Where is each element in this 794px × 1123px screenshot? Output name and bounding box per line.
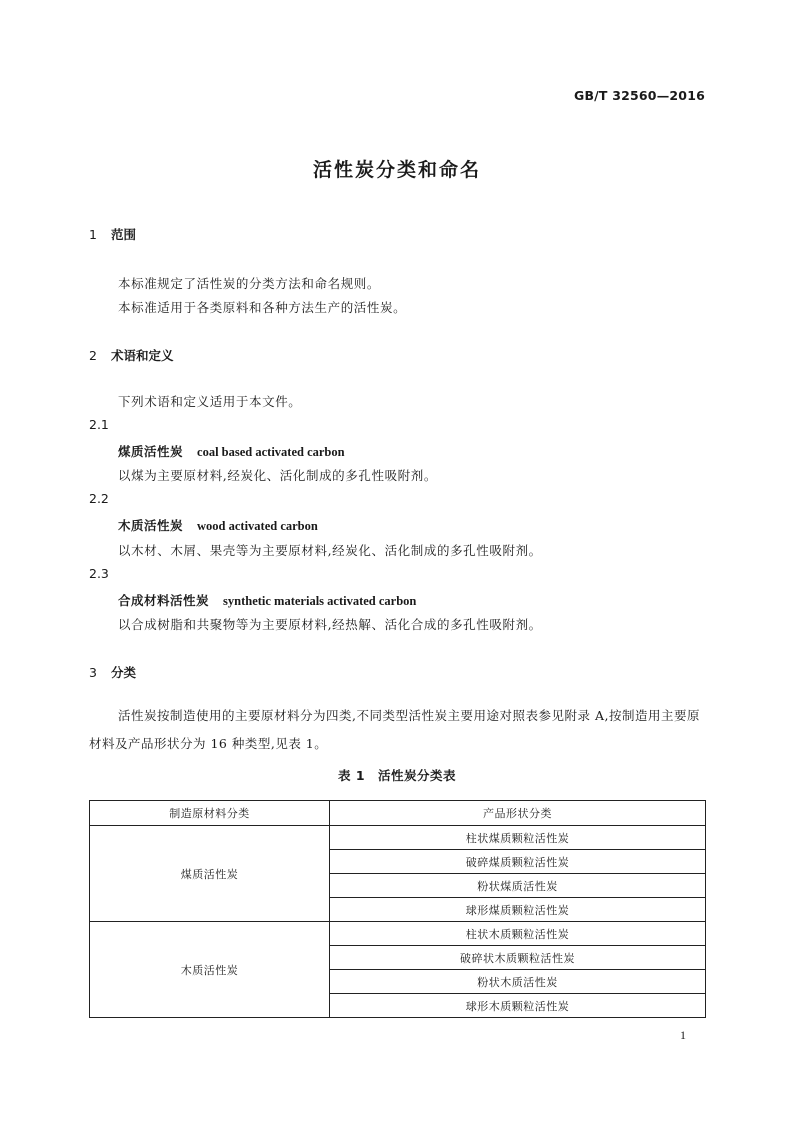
term-2-1-zh: 煤质活性炭 <box>118 444 184 459</box>
shape-cell: 柱状煤质颗粒活性炭 <box>330 826 706 850</box>
standard-code: GB/T 32560—2016 <box>573 88 705 103</box>
term-2-2 <box>118 516 318 534</box>
shape-cell: 球形煤质颗粒活性炭 <box>330 898 706 922</box>
term-2-3-zh: 合成材料活性炭 <box>118 593 210 608</box>
category-coal: 煤质活性炭 <box>90 826 330 922</box>
shape-cell: 粉状木质活性炭 <box>330 970 706 994</box>
term-2-2-number: 2.2 <box>89 491 109 506</box>
term-2-2-en: wood activated carbon <box>197 519 318 533</box>
shape-cell: 粉状煤质活性炭 <box>330 874 706 898</box>
section-1-title: 范围 <box>111 227 137 242</box>
scope-paragraph-2: 本标准适用于各类原料和各种方法生产的活性炭。 <box>118 300 407 315</box>
term-2-1-en: coal based activated carbon <box>197 445 345 459</box>
scope-paragraph-1: 本标准规定了活性炭的分类方法和命名规则。 <box>118 276 381 291</box>
term-2-1-number: 2.1 <box>89 417 109 432</box>
table-row <box>90 922 706 946</box>
classification-paragraph-text: 活性炭按制造使用的主要原材料分为四类,不同类型活性炭主要用途对照表参见附录 A,按制造用主要原材料及产品形状分为 16 种类型,见表 1。 <box>89 708 700 751</box>
page-number: 1 <box>680 1028 686 1042</box>
term-2-3-en: synthetic materials activated carbon <box>223 594 417 608</box>
term-2-3-number: 2.3 <box>89 566 109 581</box>
shape-cell: 破碎状木质颗粒活性炭 <box>330 946 706 970</box>
classification-table <box>89 800 706 1018</box>
shape-cell: 柱状木质颗粒活性炭 <box>330 922 706 946</box>
category-wood: 木质活性炭 <box>90 922 330 1018</box>
shape-cell: 球形木质颗粒活性炭 <box>330 994 706 1018</box>
section-2-heading <box>89 346 174 364</box>
classification-paragraph <box>89 702 706 758</box>
term-2-1-definition: 以煤为主要原材料,经炭化、活化制成的多孔性吸附剂。 <box>118 468 437 483</box>
document-title: 活性炭分类和命名 <box>312 159 481 181</box>
section-1-number: 1 <box>89 227 97 242</box>
term-2-3-definition: 以合成树脂和共聚物等为主要原材料,经热解、活化合成的多孔性吸附剂。 <box>118 617 542 632</box>
term-2-3 <box>118 591 416 609</box>
term-2-1 <box>118 442 345 460</box>
table-header-material: 制造原材料分类 <box>90 801 330 826</box>
shape-cell: 破碎煤质颗粒活性炭 <box>330 850 706 874</box>
section-1-heading <box>89 225 136 243</box>
terms-intro: 下列术语和定义适用于本文件。 <box>118 394 302 409</box>
section-3-heading <box>89 663 136 681</box>
term-2-2-zh: 木质活性炭 <box>118 518 184 533</box>
table-header-shape: 产品形状分类 <box>330 801 706 826</box>
section-2-number: 2 <box>89 348 97 363</box>
section-3-title: 分类 <box>111 665 137 680</box>
section-3-number: 3 <box>89 665 97 680</box>
table-row <box>90 826 706 850</box>
table-caption: 表 1 活性炭分类表 <box>337 768 457 783</box>
section-2-title: 术语和定义 <box>111 348 174 363</box>
term-2-2-definition: 以木材、木屑、果壳等为主要原材料,经炭化、活化制成的多孔性吸附剂。 <box>118 543 542 558</box>
